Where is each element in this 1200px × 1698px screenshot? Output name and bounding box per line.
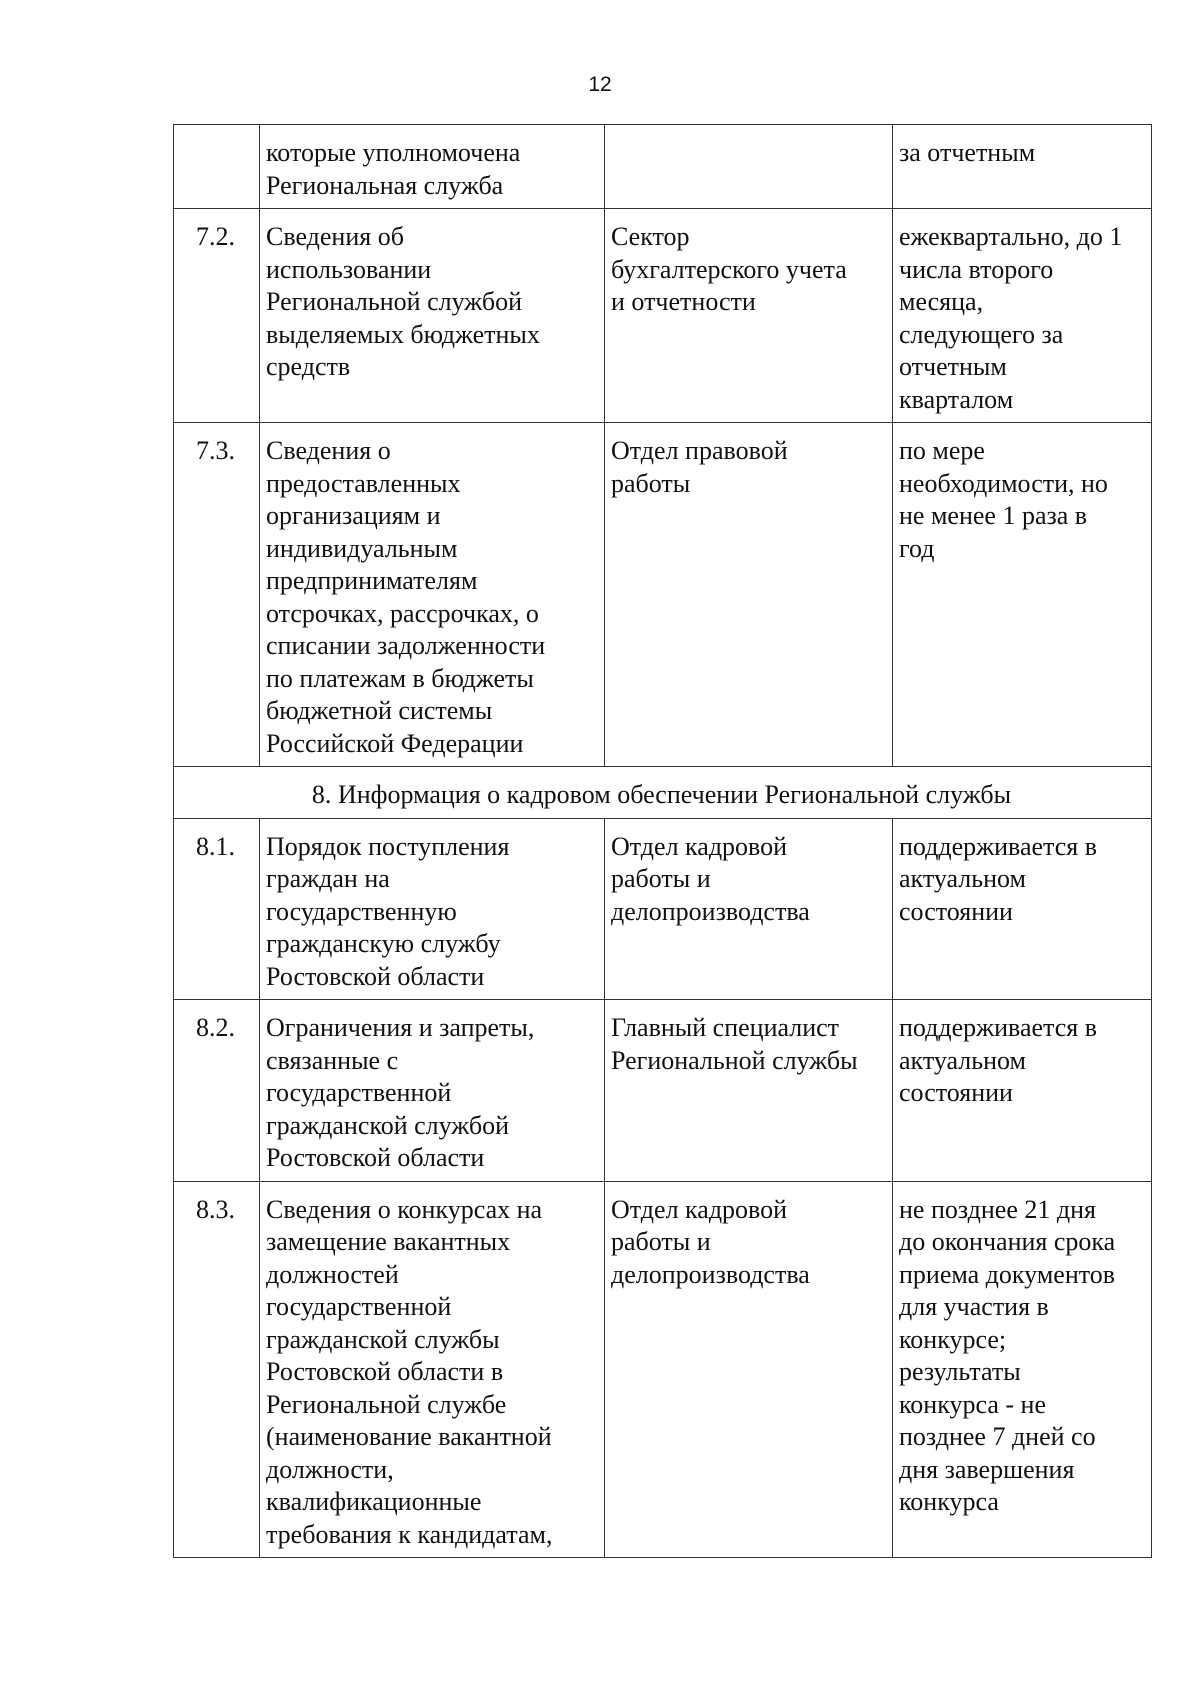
deadline-cell-line: конкурса - не — [899, 1389, 1046, 1419]
table-row — [174, 1000, 1152, 1182]
item-number: 8.2. — [174, 1000, 260, 1182]
responsible-cell-line: Отдел кадровой — [611, 831, 788, 861]
page-number: 12 — [588, 73, 612, 96]
deadline-cell-line: необходимости, но — [899, 468, 1108, 498]
info-cell-line: (наименование вакантной — [266, 1422, 552, 1451]
item-number: 8.3. — [174, 1181, 260, 1558]
responsible-cell-line: работы и — [611, 864, 711, 893]
deadline-cell — [893, 1181, 1152, 1558]
deadline-cell — [893, 125, 1152, 209]
deadline-cell — [893, 818, 1152, 1000]
deadline-cell-line: состоянии — [899, 896, 1013, 926]
responsible-cell-line: бухгалтерского учета — [611, 254, 847, 284]
deadline-cell-line: состоянии — [899, 1078, 1013, 1107]
info-cell-line: требования к кандидатам, — [266, 1519, 553, 1549]
info-cell-line: средств — [266, 352, 351, 381]
deadline-cell-line: результаты — [899, 1357, 1021, 1386]
info-cell-line: должностей — [266, 1259, 399, 1289]
table-row — [174, 125, 1152, 209]
deadline-cell-line: конкурса — [899, 1487, 999, 1516]
deadline-cell-line: по мере — [899, 436, 985, 465]
responsible-cell-line: Отдел правовой — [611, 436, 788, 465]
info-cell-line: выделяемых бюджетных — [266, 319, 540, 349]
table-row — [174, 818, 1152, 1000]
info-cell — [260, 1000, 605, 1182]
responsible-cell — [605, 1181, 893, 1558]
responsible-cell-line: Сектор — [611, 222, 690, 251]
table-row — [174, 1181, 1152, 1558]
responsible-cell — [605, 125, 893, 209]
info-cell-line: предпринимателям — [266, 566, 478, 595]
info-cell-line: государственную — [266, 896, 457, 926]
info-cell-line: Ростовской области — [266, 961, 485, 991]
info-cell-line: государственной — [266, 1292, 452, 1321]
responsible-cell-line: Региональной службы — [611, 1045, 858, 1075]
info-cell-line: Российской Федерации — [266, 728, 524, 758]
deadline-cell-line: отчетным — [899, 352, 1007, 381]
info-cell-line: Порядок поступления — [266, 831, 510, 861]
information-table — [173, 124, 1152, 1558]
info-cell-line: квалификационные — [266, 1487, 482, 1516]
responsible-cell-line: Главный специалист — [611, 1013, 840, 1042]
deadline-cell-line: кварталом — [899, 384, 1014, 414]
responsible-cell — [605, 423, 893, 767]
responsible-cell — [605, 818, 893, 1000]
info-cell-line: гражданскую службу — [266, 929, 501, 958]
info-cell — [260, 423, 605, 767]
info-cell — [260, 125, 605, 209]
deadline-cell-line: поддерживается в — [899, 831, 1098, 861]
info-cell-line: Сведения об — [266, 222, 404, 251]
info-cell-line: граждан на — [266, 864, 390, 893]
deadline-cell — [893, 423, 1152, 767]
deadline-cell-line: актуальном — [899, 864, 1026, 893]
deadline-cell-line: следующего за — [899, 319, 1064, 349]
table-row — [174, 209, 1152, 423]
responsible-cell-line: делопроизводства — [611, 896, 810, 926]
info-cell-line: должности, — [266, 1454, 394, 1484]
info-cell-line: Ростовской области в — [266, 1357, 504, 1386]
info-cell-line: которые уполномочена — [266, 138, 521, 167]
info-cell-line: предоставленных — [266, 468, 461, 498]
info-cell-line: отсрочках, рассрочках, о — [266, 598, 539, 628]
deadline-cell-line: год — [899, 533, 935, 563]
deadline-cell-line: не менее 1 раза в — [899, 501, 1088, 530]
info-cell-line: Ограничения и запреты, — [266, 1013, 535, 1042]
info-cell-line: замещение вакантных — [266, 1227, 511, 1256]
deadline-cell-line: поддерживается в — [899, 1013, 1098, 1042]
info-cell-line: связанные с — [266, 1045, 399, 1075]
deadline-cell-line: актуальном — [899, 1045, 1026, 1075]
deadline-cell-line: ежеквартально, до 1 — [899, 222, 1123, 251]
deadline-cell-line: за отчетным — [899, 138, 1036, 167]
responsible-cell — [605, 1000, 893, 1182]
item-number: 7.2. — [174, 209, 260, 423]
responsible-cell-line: делопроизводства — [611, 1259, 810, 1289]
info-cell — [260, 1181, 605, 1558]
item-number: 8.1. — [174, 818, 260, 1000]
table-row — [174, 423, 1152, 767]
info-cell-line: использовании — [266, 254, 432, 284]
info-cell-line: Региональной службе — [266, 1389, 507, 1419]
info-cell-line: гражданской службы — [266, 1324, 500, 1354]
info-cell-line: списании задолженности — [266, 631, 546, 660]
info-cell-line: гражданской службой — [266, 1110, 510, 1140]
info-cell-line: Сведения о конкурсах на — [266, 1194, 543, 1224]
info-cell-line: бюджетной системы — [266, 696, 493, 725]
info-cell-line: Ростовской области — [266, 1143, 485, 1172]
info-cell-line: Сведения о — [266, 436, 391, 465]
section-title: 8. Информация о кадровом обеспечении Региональной службы — [174, 767, 1152, 819]
deadline-cell — [893, 1000, 1152, 1182]
deadline-cell-line: для участия в — [899, 1292, 1049, 1321]
deadline-cell-line: до окончания срока — [899, 1227, 1116, 1256]
item-number — [174, 125, 260, 209]
deadline-cell-line: не позднее 21 дня — [899, 1194, 1096, 1224]
deadline-cell-line: месяца, — [899, 287, 984, 316]
info-cell-line: Региональной службой — [266, 287, 523, 316]
info-cell-line: индивидуальным — [266, 533, 458, 563]
deadline-cell — [893, 209, 1152, 423]
section-header-row — [174, 767, 1152, 819]
deadline-cell-line: числа второго — [899, 254, 1054, 284]
responsible-cell-line: работы — [611, 468, 691, 498]
deadline-cell-line: приема документов — [899, 1259, 1116, 1289]
info-cell — [260, 818, 605, 1000]
responsible-cell-line: работы и — [611, 1227, 711, 1256]
info-cell-line: государственной — [266, 1078, 452, 1107]
info-cell-line: Региональная служба — [266, 170, 504, 200]
responsible-cell — [605, 209, 893, 423]
info-cell-line: организациям и — [266, 501, 441, 530]
info-cell — [260, 209, 605, 423]
responsible-cell-line: и отчетности — [611, 287, 756, 316]
responsible-cell-line: Отдел кадровой — [611, 1194, 788, 1224]
table-body — [174, 125, 1152, 1558]
info-cell-line: по платежам в бюджеты — [266, 663, 534, 693]
deadline-cell-line: позднее 7 дней со — [899, 1422, 1096, 1451]
item-number: 7.3. — [174, 423, 260, 767]
deadline-cell-line: дня завершения — [899, 1454, 1075, 1484]
deadline-cell-line: конкурсе; — [899, 1324, 1007, 1354]
